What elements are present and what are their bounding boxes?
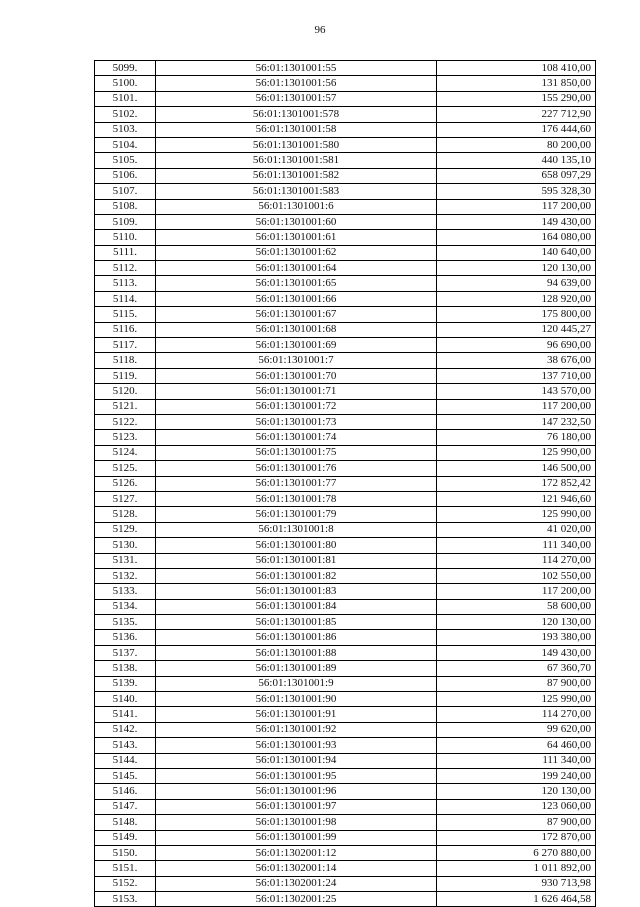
table-row — [95, 645, 596, 660]
cadastral-number-cell: 56:01:1301001:98 — [156, 815, 437, 830]
row-number-cell: 5144. — [95, 753, 156, 768]
cadastral-number-cell: 56:01:1301001:55 — [156, 61, 437, 76]
row-number-cell: 5129. — [95, 522, 156, 537]
cadastral-number-cell: 56:01:1301001:57 — [156, 91, 437, 106]
cadastral-number-cell: 56:01:1301001:582 — [156, 168, 437, 183]
row-number-cell: 5107. — [95, 184, 156, 199]
table-row — [95, 584, 596, 599]
cadastral-number-cell: 56:01:1301001:58 — [156, 122, 437, 137]
cadastral-number-cell: 56:01:1301001:77 — [156, 476, 437, 491]
table-row — [95, 445, 596, 460]
row-number-cell: 5133. — [95, 584, 156, 599]
table-row — [95, 722, 596, 737]
row-number-cell: 5125. — [95, 461, 156, 476]
cadastral-value-cell: 96 690,00 — [437, 338, 596, 353]
table-row — [95, 199, 596, 214]
cadastral-number-cell: 56:01:1301001:65 — [156, 276, 437, 291]
row-number-cell: 5138. — [95, 661, 156, 676]
row-number-cell: 5113. — [95, 276, 156, 291]
row-number-cell: 5146. — [95, 784, 156, 799]
cadastral-value-cell: 6 270 880,00 — [437, 845, 596, 860]
row-number-cell: 5152. — [95, 876, 156, 891]
cadastral-value-cell: 930 713,98 — [437, 876, 596, 891]
cadastral-value-cell: 102 550,00 — [437, 568, 596, 583]
cadastral-value-cell: 111 340,00 — [437, 538, 596, 553]
row-number-cell: 5118. — [95, 353, 156, 368]
cadastral-value-cell: 146 500,00 — [437, 461, 596, 476]
cadastral-value-cell: 193 380,00 — [437, 630, 596, 645]
row-number-cell: 5148. — [95, 815, 156, 830]
row-number-cell: 5110. — [95, 230, 156, 245]
table-row — [95, 107, 596, 122]
row-number-cell: 5103. — [95, 122, 156, 137]
table-row — [95, 615, 596, 630]
cadastral-number-cell: 56:01:1301001:85 — [156, 615, 437, 630]
row-number-cell: 5137. — [95, 645, 156, 660]
cadastral-number-cell: 56:01:1301001:66 — [156, 291, 437, 306]
row-number-cell: 5099. — [95, 61, 156, 76]
cadastral-value-cell: 155 290,00 — [437, 91, 596, 106]
cadastral-value-cell: 117 200,00 — [437, 199, 596, 214]
cadastral-value-cell: 108 410,00 — [437, 61, 596, 76]
table-row — [95, 661, 596, 676]
cadastral-value-cell: 114 270,00 — [437, 553, 596, 568]
table-row — [95, 61, 596, 76]
table-row — [95, 676, 596, 691]
row-number-cell: 5149. — [95, 830, 156, 845]
cadastral-value-cell: 120 445,27 — [437, 322, 596, 337]
cadastral-value-cell: 125 990,00 — [437, 507, 596, 522]
cadastral-number-cell: 56:01:1301001:86 — [156, 630, 437, 645]
table-row — [95, 414, 596, 429]
cadastral-number-cell: 56:01:1301001:60 — [156, 214, 437, 229]
row-number-cell: 5153. — [95, 892, 156, 907]
table-row — [95, 276, 596, 291]
cadastral-number-cell: 56:01:1301001:74 — [156, 430, 437, 445]
cadastral-number-cell: 56:01:1301001:580 — [156, 137, 437, 152]
row-number-cell: 5124. — [95, 445, 156, 460]
cadastral-value-cell: 149 430,00 — [437, 214, 596, 229]
cadastral-value-cell: 94 639,00 — [437, 276, 596, 291]
cadastral-number-cell: 56:01:1301001:62 — [156, 245, 437, 260]
row-number-cell: 5131. — [95, 553, 156, 568]
cadastral-value-cell: 125 990,00 — [437, 445, 596, 460]
row-number-cell: 5142. — [95, 722, 156, 737]
cadastral-number-cell: 56:01:1301001:89 — [156, 661, 437, 676]
row-number-cell: 5141. — [95, 707, 156, 722]
table-row — [95, 830, 596, 845]
cadastral-number-cell: 56:01:1301001:72 — [156, 399, 437, 414]
table-row — [95, 753, 596, 768]
cadastral-number-cell: 56:01:1301001:94 — [156, 753, 437, 768]
cadastral-value-cell: 117 200,00 — [437, 399, 596, 414]
cadastral-value-cell: 137 710,00 — [437, 368, 596, 383]
table-row — [95, 384, 596, 399]
table-row — [95, 491, 596, 506]
row-number-cell: 5108. — [95, 199, 156, 214]
cadastral-value-cell: 41 020,00 — [437, 522, 596, 537]
table-row — [95, 353, 596, 368]
cadastral-number-cell: 56:01:1301001:581 — [156, 153, 437, 168]
table-row — [95, 291, 596, 306]
cadastral-value-cell: 128 920,00 — [437, 291, 596, 306]
row-number-cell: 5122. — [95, 414, 156, 429]
cadastral-value-cell: 120 130,00 — [437, 615, 596, 630]
table-row — [95, 153, 596, 168]
row-number-cell: 5114. — [95, 291, 156, 306]
row-number-cell: 5136. — [95, 630, 156, 645]
cadastral-number-cell: 56:01:1301001:93 — [156, 738, 437, 753]
row-number-cell: 5123. — [95, 430, 156, 445]
row-number-cell: 5106. — [95, 168, 156, 183]
table-row — [95, 522, 596, 537]
table-row — [95, 707, 596, 722]
cadastral-number-cell: 56:01:1301001:82 — [156, 568, 437, 583]
cadastral-number-cell: 56:01:1301001:79 — [156, 507, 437, 522]
cadastral-number-cell: 56:01:1302001:12 — [156, 845, 437, 860]
table-row — [95, 430, 596, 445]
row-number-cell: 5127. — [95, 491, 156, 506]
cadastral-value-cell: 117 200,00 — [437, 584, 596, 599]
cadastral-number-cell: 56:01:1301001:76 — [156, 461, 437, 476]
table-row — [95, 368, 596, 383]
table-row — [95, 76, 596, 91]
table-row — [95, 230, 596, 245]
cadastral-number-cell: 56:01:1301001:84 — [156, 599, 437, 614]
row-number-cell: 5111. — [95, 245, 156, 260]
table-row — [95, 122, 596, 137]
row-number-cell: 5101. — [95, 91, 156, 106]
page-number: 96 — [314, 24, 326, 36]
cadastral-number-cell: 56:01:1302001:25 — [156, 892, 437, 907]
row-number-cell: 5102. — [95, 107, 156, 122]
cadastral-number-cell: 56:01:1301001:75 — [156, 445, 437, 460]
table-row — [95, 245, 596, 260]
table-row — [95, 738, 596, 753]
cadastral-value-cell: 147 232,50 — [437, 414, 596, 429]
cadastral-value-cell: 123 060,00 — [437, 799, 596, 814]
table-row — [95, 184, 596, 199]
cadastral-value-cell: 120 130,00 — [437, 784, 596, 799]
row-number-cell: 5151. — [95, 861, 156, 876]
cadastral-value-cell: 176 444,60 — [437, 122, 596, 137]
row-number-cell: 5147. — [95, 799, 156, 814]
cadastral-number-cell: 56:01:1301001:9 — [156, 676, 437, 691]
table-row — [95, 768, 596, 783]
row-number-cell: 5135. — [95, 615, 156, 630]
table-row — [95, 815, 596, 830]
table-row — [95, 322, 596, 337]
row-number-cell: 5143. — [95, 738, 156, 753]
table-row — [95, 261, 596, 276]
cadastral-number-cell: 56:01:1301001:96 — [156, 784, 437, 799]
table-row — [95, 630, 596, 645]
row-number-cell: 5104. — [95, 137, 156, 152]
row-number-cell: 5139. — [95, 676, 156, 691]
cadastral-value-cell: 199 240,00 — [437, 768, 596, 783]
cadastral-value-cell: 149 430,00 — [437, 645, 596, 660]
table-row — [95, 784, 596, 799]
table-row — [95, 507, 596, 522]
cadastral-value-cell: 175 800,00 — [437, 307, 596, 322]
table-row — [95, 476, 596, 491]
cadastral-number-cell: 56:01:1301001:97 — [156, 799, 437, 814]
row-number-cell: 5117. — [95, 338, 156, 353]
cadastral-number-cell: 56:01:1301001:83 — [156, 584, 437, 599]
cadastral-value-cell: 131 850,00 — [437, 76, 596, 91]
cadastral-number-cell: 56:01:1301001:69 — [156, 338, 437, 353]
cadastral-number-cell: 56:01:1301001:92 — [156, 722, 437, 737]
row-number-cell: 5120. — [95, 384, 156, 399]
table-row — [95, 861, 596, 876]
cadastral-value-cell: 99 620,00 — [437, 722, 596, 737]
cadastral-number-cell: 56:01:1301001:6 — [156, 199, 437, 214]
cadastral-value-cell: 125 990,00 — [437, 692, 596, 707]
table-row — [95, 568, 596, 583]
cadastral-value-cell: 143 570,00 — [437, 384, 596, 399]
cadastral-value-cell: 80 200,00 — [437, 137, 596, 152]
row-number-cell: 5150. — [95, 845, 156, 860]
cadastral-number-cell: 56:01:1301001:7 — [156, 353, 437, 368]
cadastral-value-cell: 121 946,60 — [437, 491, 596, 506]
table-row — [95, 553, 596, 568]
table-row — [95, 599, 596, 614]
cadastral-number-cell: 56:01:1301001:583 — [156, 184, 437, 199]
row-number-cell: 5100. — [95, 76, 156, 91]
table-row — [95, 338, 596, 353]
cadastral-value-cell: 595 328,30 — [437, 184, 596, 199]
cadastral-value-cell: 67 360,70 — [437, 661, 596, 676]
cadastral-value-cell: 111 340,00 — [437, 753, 596, 768]
row-number-cell: 5116. — [95, 322, 156, 337]
table-row — [95, 799, 596, 814]
row-number-cell: 5140. — [95, 692, 156, 707]
table-row — [95, 137, 596, 152]
cadastral-value-cell: 440 135,10 — [437, 153, 596, 168]
cadastral-number-cell: 56:01:1301001:578 — [156, 107, 437, 122]
row-number-cell: 5112. — [95, 261, 156, 276]
cadastral-value-cell: 38 676,00 — [437, 353, 596, 368]
table-row — [95, 399, 596, 414]
row-number-cell: 5130. — [95, 538, 156, 553]
cadastral-value-cell: 658 097,29 — [437, 168, 596, 183]
cadastral-value-cell: 114 270,00 — [437, 707, 596, 722]
row-number-cell: 5134. — [95, 599, 156, 614]
cadastral-value-cell: 227 712,90 — [437, 107, 596, 122]
cadastral-number-cell: 56:01:1301001:64 — [156, 261, 437, 276]
cadastral-value-cell: 64 460,00 — [437, 738, 596, 753]
cadastral-number-cell: 56:01:1301001:90 — [156, 692, 437, 707]
cadastral-value-cell: 58 600,00 — [437, 599, 596, 614]
cadastral-number-cell: 56:01:1301001:61 — [156, 230, 437, 245]
cadastral-number-cell: 56:01:1301001:68 — [156, 322, 437, 337]
cadastral-value-table — [94, 60, 596, 907]
row-number-cell: 5105. — [95, 153, 156, 168]
table-row — [95, 461, 596, 476]
row-number-cell: 5119. — [95, 368, 156, 383]
table-row — [95, 91, 596, 106]
table-row — [95, 307, 596, 322]
cadastral-number-cell: 56:01:1301001:56 — [156, 76, 437, 91]
table-body — [95, 61, 596, 907]
cadastral-number-cell: 56:01:1301001:99 — [156, 830, 437, 845]
cadastral-value-cell: 1 626 464,58 — [437, 892, 596, 907]
cadastral-number-cell: 56:01:1302001:24 — [156, 876, 437, 891]
cadastral-value-cell: 87 900,00 — [437, 676, 596, 691]
row-number-cell: 5132. — [95, 568, 156, 583]
cadastral-value-cell: 1 011 892,00 — [437, 861, 596, 876]
table-row — [95, 876, 596, 891]
cadastral-number-cell: 56:01:1301001:80 — [156, 538, 437, 553]
table-row — [95, 538, 596, 553]
cadastral-number-cell: 56:01:1301001:73 — [156, 414, 437, 429]
cadastral-value-cell: 76 180,00 — [437, 430, 596, 445]
cadastral-number-cell: 56:01:1301001:8 — [156, 522, 437, 537]
table-row — [95, 168, 596, 183]
cadastral-value-cell: 87 900,00 — [437, 815, 596, 830]
row-number-cell: 5109. — [95, 214, 156, 229]
row-number-cell: 5115. — [95, 307, 156, 322]
cadastral-number-cell: 56:01:1301001:81 — [156, 553, 437, 568]
cadastral-number-cell: 56:01:1301001:70 — [156, 368, 437, 383]
cadastral-number-cell: 56:01:1301001:88 — [156, 645, 437, 660]
cadastral-value-cell: 164 080,00 — [437, 230, 596, 245]
cadastral-value-cell: 172 852,42 — [437, 476, 596, 491]
table-row — [95, 214, 596, 229]
cadastral-value-cell: 120 130,00 — [437, 261, 596, 276]
row-number-cell: 5145. — [95, 768, 156, 783]
cadastral-number-cell: 56:01:1301001:78 — [156, 491, 437, 506]
cadastral-number-cell: 56:01:1301001:91 — [156, 707, 437, 722]
cadastral-value-cell: 172 870,00 — [437, 830, 596, 845]
row-number-cell: 5128. — [95, 507, 156, 522]
cadastral-number-cell: 56:01:1301001:95 — [156, 768, 437, 783]
cadastral-number-cell: 56:01:1302001:14 — [156, 861, 437, 876]
row-number-cell: 5126. — [95, 476, 156, 491]
cadastral-number-cell: 56:01:1301001:71 — [156, 384, 437, 399]
cadastral-value-cell: 140 640,00 — [437, 245, 596, 260]
cadastral-number-cell: 56:01:1301001:67 — [156, 307, 437, 322]
row-number-cell: 5121. — [95, 399, 156, 414]
table-row — [95, 692, 596, 707]
table-row — [95, 845, 596, 860]
